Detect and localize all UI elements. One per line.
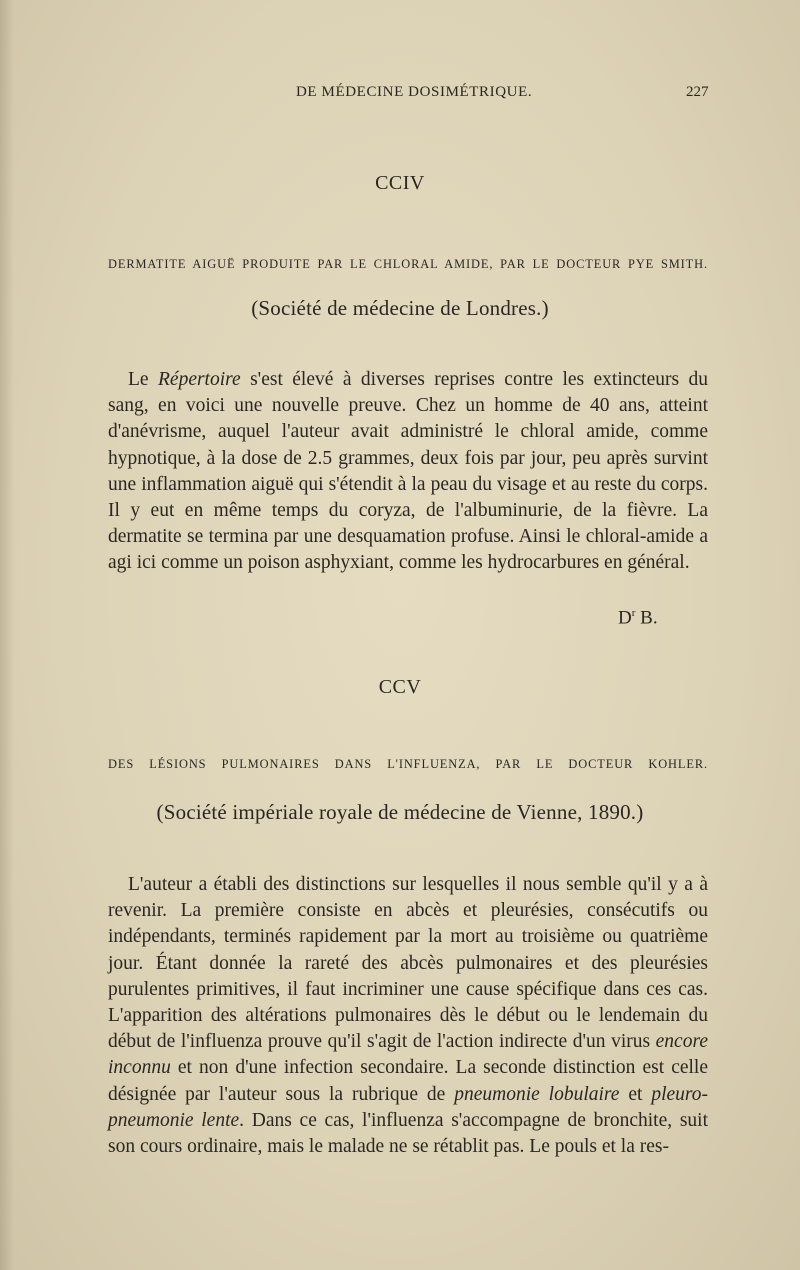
journal-name: Répertoire <box>158 369 241 390</box>
italic-phrase: encore inconnu <box>108 1031 708 1079</box>
article-number: CCIV <box>375 172 425 194</box>
signature-name: B. <box>635 607 658 629</box>
body-text-segment: . Dans ce cas, l'influenza s'accompagne de bronchite, suit son cours ordinaire, mais le malade ne se rétablit pas. Le pouls et la res- <box>108 1109 708 1158</box>
author-signature <box>618 607 658 629</box>
article-source: (Société impériale royale de médecine de Vienne, 1890.) <box>156 800 644 824</box>
body-text-segment: et non d'une infection secondaire. La seconde distinction est celle désignée par l'auteur sous la rubrique de <box>108 1057 708 1105</box>
article-title: DES LÉSIONS PULMONAIRES DANS L'INFLUENZA, PAR LE DOCTEUR KOHLER. <box>108 757 708 771</box>
article-title: DERMATITE AIGUË PRODUITE PAR LE CHLORAL AMIDE, PAR LE DOCTEUR PYE SMITH. <box>108 257 708 271</box>
page-header <box>0 84 800 106</box>
article-body <box>108 367 708 577</box>
running-title: DE MÉDECINE DOSIMÉTRIQUE. <box>296 84 533 100</box>
italic-phrase: pneumonie lobulaire <box>454 1083 620 1105</box>
page-number: 227 <box>686 84 709 100</box>
body-text-segment: et <box>619 1083 652 1105</box>
article-number: CCV <box>378 676 422 698</box>
italic-phrase: pleuro-pneumonie lente <box>108 1083 708 1131</box>
signature-prefix: D <box>618 607 632 629</box>
article-source: (Société de médecine de Londres.) <box>251 296 549 320</box>
body-text-segment: L'auteur a établi des distinctions sur lesquelles il nous semble qu'il y a à revenir. La première consiste en abcès et pleurésies, consécutifs ou indépendants, terminés rapidement par la mort au troisième ou quatrième jour. Étant donnée la rareté des abcès pulmonaires et des pleurésies purulentes primitives, il faut incriminer une cause spécifique dans ces cas. L'apparition des altérations pulmonaires dès le début ou le lendemain du début de l'influenza prouve qu'il s'agit de l'action indirecte d'un virus <box>108 874 708 1053</box>
body-text-segment: Le <box>128 369 158 390</box>
body-text-segment: s'est élevé à diverses reprises contre les extincteurs du sang, en voici une nouvelle preuve. Chez un homme de 40 ans, atteint d'anévrisme, auquel l'auteur avait administré le chloral amide, comme hypnotique, à la dose de 2.5 grammes, deux fois par jour, peu après survint une inflammation aiguë qui s'étendit à la peau du visage et au reste du corps. Il y eut en même temps du coryza, de l'albuminurie, de la fièvre. La dermatite se termina par une desquamation profuse. Ainsi le chloral-amide a agi ici comme un poison asphyxiant, comme les hydrocarbures en général. <box>108 369 708 574</box>
signature-superscript: r <box>631 607 636 619</box>
article-body <box>108 872 708 1160</box>
